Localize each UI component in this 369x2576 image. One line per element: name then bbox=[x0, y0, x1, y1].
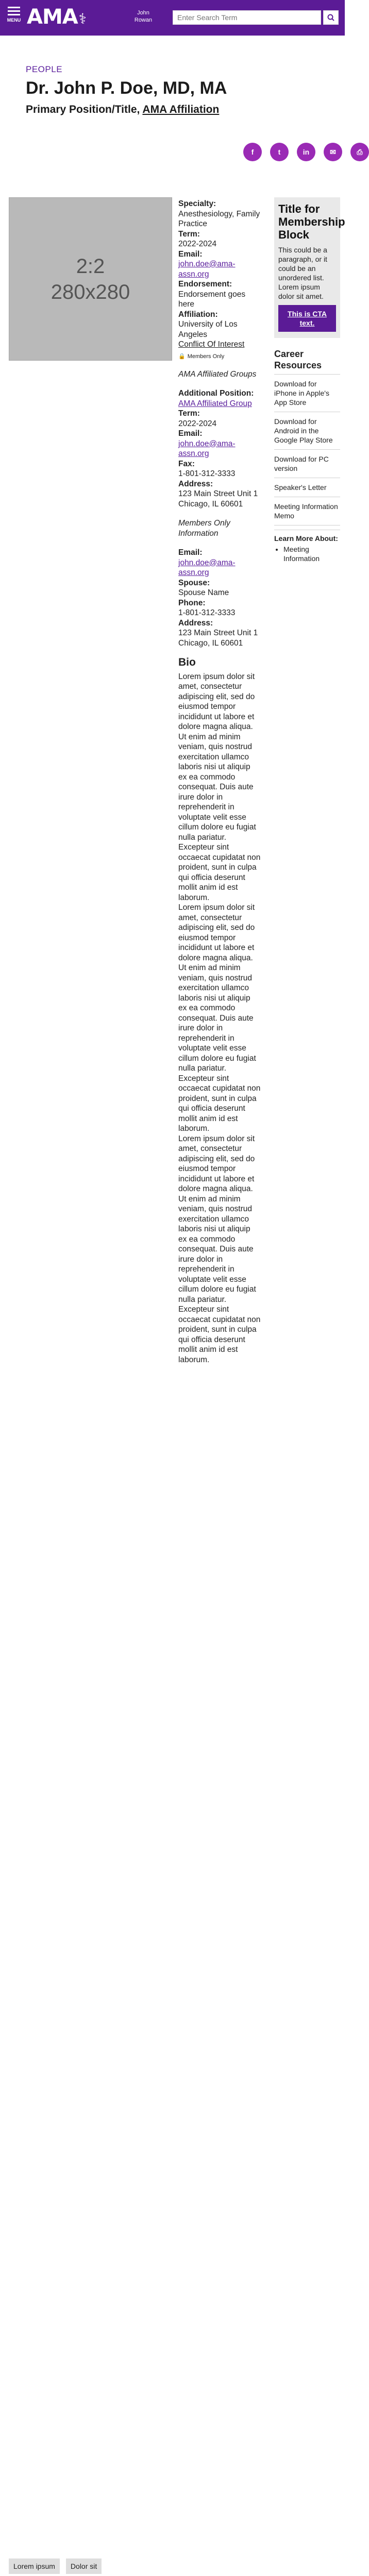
menu-button[interactable] bbox=[6, 7, 22, 23]
learn-title: Learn More About: bbox=[274, 534, 338, 543]
bio-section bbox=[178, 657, 261, 1365]
cta-button[interactable]: This is CTA text. bbox=[278, 305, 336, 332]
profile-photo-placeholder bbox=[9, 197, 172, 361]
facebook-icon[interactable]: f bbox=[243, 143, 262, 161]
caduceus-icon: ⚕ bbox=[78, 10, 86, 27]
lock-icon: 🔒 bbox=[178, 353, 186, 360]
membership-title: Title for Membership Block bbox=[278, 202, 345, 241]
affiliation-value: University of Los Angeles bbox=[178, 320, 238, 339]
menu-label: MENU bbox=[7, 18, 21, 23]
specialty-value: Anesthesiology, Family Practice bbox=[178, 209, 260, 228]
specialty-label: Specialty: bbox=[178, 199, 216, 208]
additional-position-label: Additional Position: bbox=[178, 389, 254, 398]
user-last-name: Rowan bbox=[134, 17, 153, 23]
conflict-of-interest-link[interactable]: Conflict Of Interest bbox=[178, 340, 245, 349]
spacer bbox=[178, 509, 261, 518]
hamburger-icon bbox=[8, 7, 20, 8]
address-line2: Chicago, IL 60601 bbox=[178, 499, 243, 509]
bio-title: Bio bbox=[178, 656, 196, 668]
term-label: Term: bbox=[178, 229, 200, 239]
email-icon[interactable]: ✉ bbox=[324, 143, 342, 161]
photo-size: 280x280 bbox=[51, 280, 130, 303]
spacer bbox=[178, 360, 261, 369]
learn-item[interactable]: • Meeting Information bbox=[283, 545, 340, 563]
spouse-label: Spouse: bbox=[178, 578, 210, 587]
spouse-value: Spouse Name bbox=[178, 588, 229, 597]
hamburger-icon-bar bbox=[8, 10, 20, 12]
term-value: 2022-2024 bbox=[178, 240, 217, 248]
email2-link[interactable]: john.doe@ama-assn.org bbox=[178, 439, 236, 458]
members-only-text: Members Only bbox=[187, 353, 225, 360]
additional-position-link[interactable]: AMA Affiliated Group bbox=[178, 399, 252, 408]
email-label: Email: bbox=[178, 249, 203, 259]
ama-logo[interactable] bbox=[27, 5, 86, 29]
twitter-icon[interactable]: t bbox=[270, 143, 289, 161]
tag[interactable]: Dolor sit bbox=[66, 2558, 102, 2574]
career-title: Career Resources bbox=[274, 348, 340, 375]
address2-label: Address: bbox=[178, 618, 213, 628]
linkedin-icon[interactable]: in bbox=[297, 143, 315, 161]
meeting-memo-link[interactable]: Meeting Information Memo bbox=[274, 497, 340, 526]
speakers-letter-link[interactable]: Speaker's Letter bbox=[274, 478, 340, 497]
phone-value: 1-801-312-3333 bbox=[178, 608, 236, 617]
bio-paragraph: Lorem ipsum dolor sit amet, consectetur adipiscing elit, sed do eiusmod tempor incididunt ut labore et dolore magna aliqua. Ut enim ad minim veniam, quis nostrud exercitation ullamco laboris nisi ut aliquip ex ea commodo consequat. Duis aute irure dolor in reprehenderit in voluptate velit esse cillum dolore eu fugiat nulla pariatur. Excepteur sint occaecat cupidatat non proident, sunt in culpa qui officia deserunt mollit anim id est laborum. bbox=[178, 903, 261, 1133]
profile-details bbox=[178, 199, 261, 1365]
user-account[interactable] bbox=[128, 9, 159, 24]
affiliated-groups-heading: AMA Affiliated Groups bbox=[178, 369, 257, 379]
eyebrow[interactable]: PEOPLE bbox=[26, 64, 63, 74]
print-icon[interactable]: ⎙ bbox=[350, 143, 369, 161]
photo-ratio: 2:2 bbox=[76, 255, 105, 278]
spacer bbox=[178, 538, 261, 548]
endorsement-value: Endorsement goes here bbox=[178, 290, 246, 309]
bio-paragraph: Lorem ipsum dolor sit amet, consectetur adipiscing elit, sed do eiusmod tempor incididunt ut labore et dolore magna aliqua. Ut enim ad minim veniam, quis nostrud exercitation ullamco laboris nisi ut aliquip ex ea commodo consequat. Duis aute irure dolor in reprehenderit in voluptate velit esse cillum dolore eu fugiat nulla pariatur. Excepteur sint occaecat cupidatat non proident, sunt in culpa qui officia deserunt mollit anim id est laborum. bbox=[178, 1134, 261, 1364]
spacer bbox=[178, 379, 261, 388]
search-button[interactable] bbox=[323, 10, 339, 25]
user-first-name: John bbox=[137, 10, 149, 16]
address2-line1: 123 Main Street Unit 1 bbox=[178, 629, 258, 637]
learn-more bbox=[274, 530, 340, 563]
logo-text: AMA bbox=[27, 5, 78, 29]
tag[interactable]: Lorem ipsum bbox=[9, 2558, 60, 2574]
sidebar bbox=[274, 197, 345, 563]
fax-label: Fax: bbox=[178, 459, 195, 468]
download-pc-link[interactable]: Download for PC version bbox=[274, 450, 340, 478]
page-subtitle bbox=[26, 104, 345, 116]
page-header bbox=[0, 36, 345, 116]
share-buttons bbox=[243, 143, 369, 161]
membership-block bbox=[274, 197, 345, 338]
tag-list bbox=[9, 2558, 102, 2574]
term2-value: 2022-2024 bbox=[178, 419, 217, 428]
download-android-link[interactable]: Download for Android in the Google Play Store bbox=[274, 412, 340, 450]
email3-label: Email: bbox=[178, 548, 203, 557]
affiliation-label: Affiliation: bbox=[178, 310, 218, 319]
address-line1: 123 Main Street Unit 1 bbox=[178, 489, 258, 498]
term2-label: Term: bbox=[178, 409, 200, 418]
email3-link[interactable]: john.doe@ama-assn.org bbox=[178, 558, 236, 577]
membership-text: This could be a paragraph, or it could be an unordered list. Lorem ipsum dolor sit amet. bbox=[278, 246, 327, 300]
subtitle-position: Primary Position/Title, bbox=[26, 104, 143, 115]
download-iphone-link[interactable]: Download for iPhone in Apple's App Store bbox=[274, 375, 340, 412]
email-link[interactable]: john.doe@ama-assn.org bbox=[178, 260, 236, 279]
endorsement-label: Endorsement: bbox=[178, 280, 232, 289]
page-title: Dr. John P. Doe, MD, MA bbox=[26, 78, 227, 98]
search-icon bbox=[327, 14, 334, 21]
site-header bbox=[0, 0, 345, 36]
search-input[interactable] bbox=[173, 11, 321, 24]
hamburger-icon-bar bbox=[8, 14, 20, 15]
affiliation-link[interactable]: AMA Affiliation bbox=[142, 104, 220, 115]
search-box bbox=[173, 10, 321, 25]
fax-value: 1-801-312-3333 bbox=[178, 469, 236, 478]
career-resources bbox=[274, 348, 340, 563]
members-only-note bbox=[178, 353, 261, 360]
address-label: Address: bbox=[178, 479, 213, 488]
email2-label: Email: bbox=[178, 429, 203, 438]
bio-paragraph: Lorem ipsum dolor sit amet, consectetur adipiscing elit, sed do eiusmod tempor incididunt ut labore et dolore magna aliqua. Ut enim ad minim veniam, quis nostrud exercitation ullamco laboris nisi ut aliquip ex ea commodo consequat. Duis aute irure dolor in reprehenderit in voluptate velit esse cillum dolore eu fugiat nulla pariatur. Excepteur sint occaecat cupidatat non proident, sunt in culpa qui officia deserunt mollit anim id est laborum. bbox=[178, 672, 261, 902]
members-only-info-heading: Members Only Information bbox=[178, 519, 230, 538]
address2-line2: Chicago, IL 60601 bbox=[178, 638, 243, 648]
phone-label: Phone: bbox=[178, 598, 206, 607]
